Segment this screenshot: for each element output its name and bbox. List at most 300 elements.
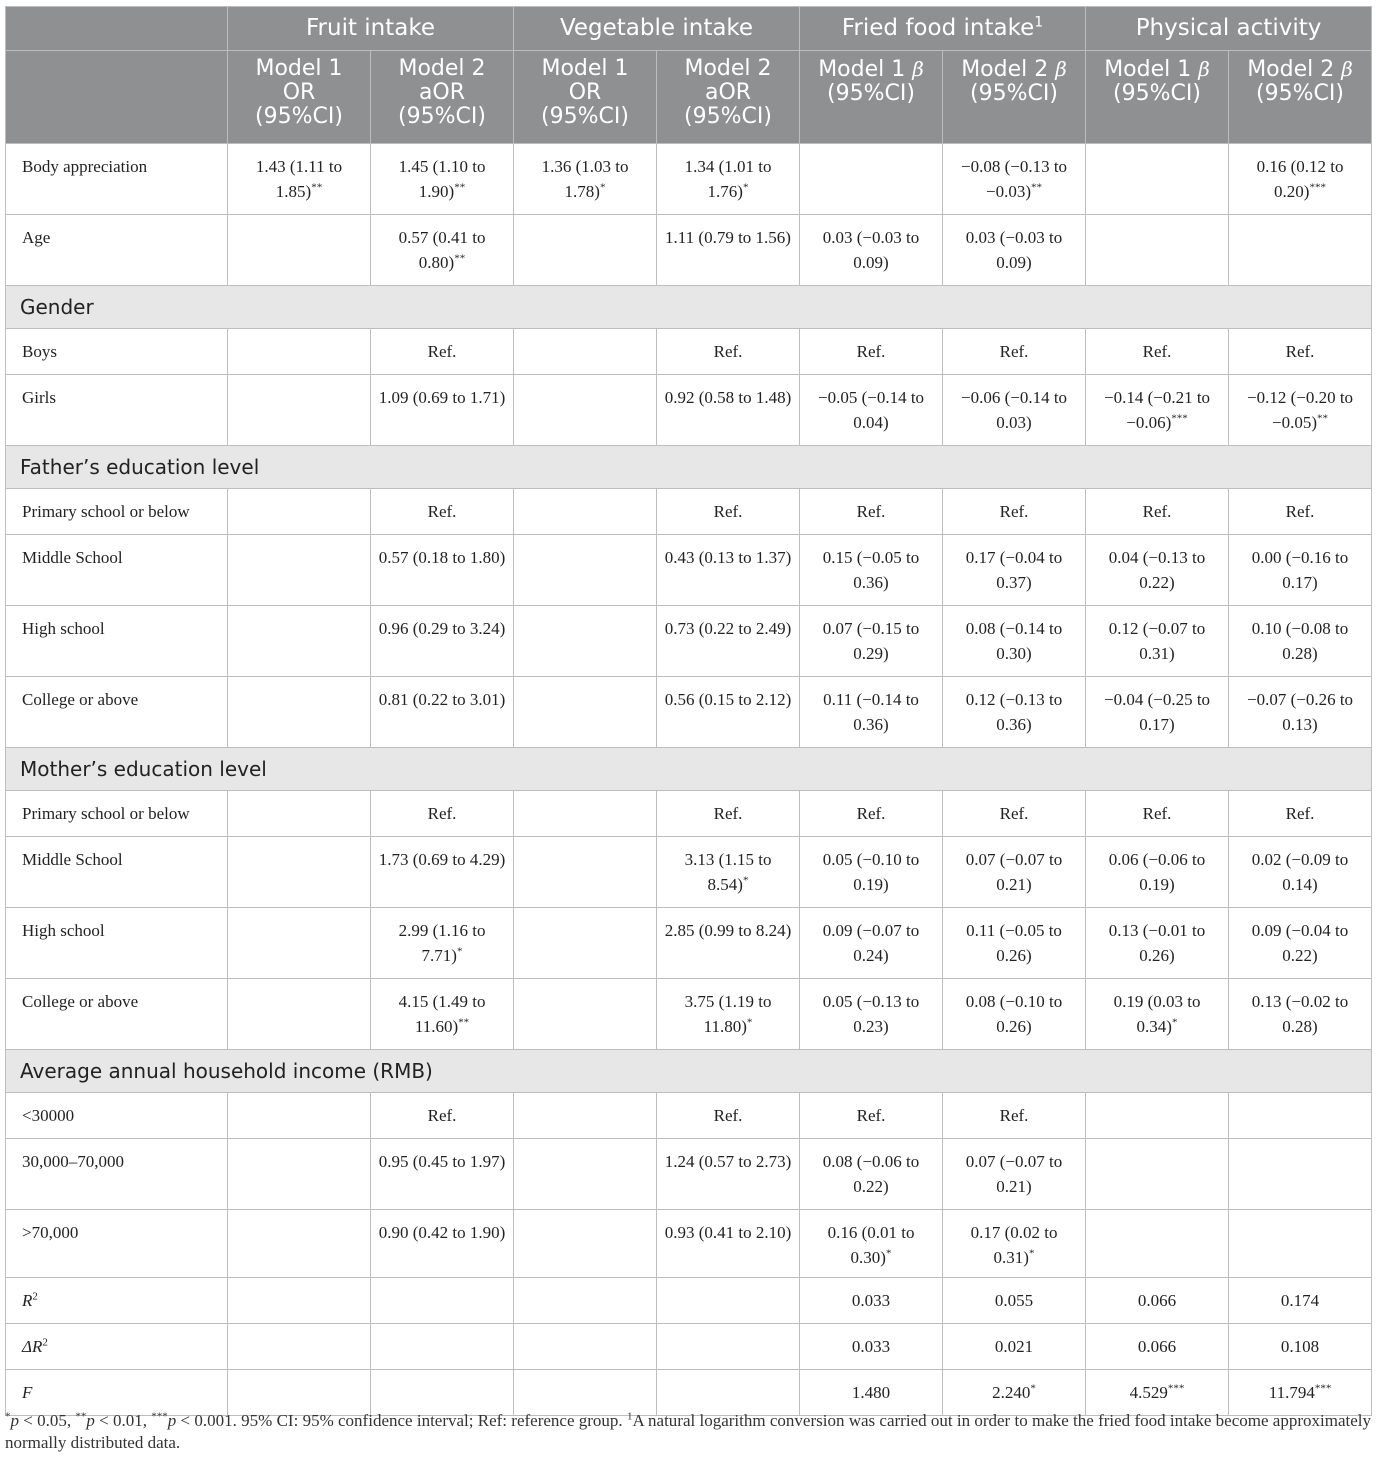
table-row bbox=[6, 837, 1372, 908]
table-cell bbox=[800, 375, 943, 446]
cell-value: 0.10 (−0.08 to 0.28) bbox=[1251, 619, 1349, 663]
cell-value: Ref. bbox=[427, 804, 457, 823]
cell-value: 0.11 (−0.05 to 0.26) bbox=[966, 921, 1062, 965]
significance-marker: ** bbox=[454, 252, 466, 265]
section-row bbox=[6, 286, 1372, 329]
cell-value: 0.108 bbox=[1280, 1337, 1320, 1356]
table-cell bbox=[514, 1210, 657, 1278]
row-label bbox=[6, 979, 228, 1050]
table-cell bbox=[800, 1210, 943, 1278]
table-cell bbox=[228, 375, 371, 446]
table-cell bbox=[228, 791, 371, 837]
table-cell bbox=[1229, 1139, 1372, 1210]
table-cell bbox=[800, 908, 943, 979]
table-cell bbox=[1229, 535, 1372, 606]
header-fried-superscript: 1 bbox=[1034, 14, 1044, 31]
table-cell bbox=[514, 837, 657, 908]
header-model-line1: Model 2 bbox=[398, 56, 486, 81]
significance-marker: *** bbox=[1309, 181, 1326, 194]
table-cell bbox=[228, 329, 371, 375]
header-model-row bbox=[6, 51, 1372, 144]
row-label-text: College or above bbox=[22, 690, 139, 709]
table-cell bbox=[1086, 1278, 1229, 1324]
row-label-text: Age bbox=[22, 228, 51, 247]
cell-value: Ref. bbox=[1142, 502, 1172, 521]
table-cell bbox=[228, 1370, 371, 1416]
table-cell bbox=[1086, 535, 1229, 606]
cell-value: 1.09 (0.69 to 1.71) bbox=[378, 388, 506, 407]
row-label bbox=[6, 908, 228, 979]
header-model-line2: OR bbox=[568, 80, 602, 105]
header-group-physical: Physical activity bbox=[1086, 7, 1372, 51]
table-cell bbox=[371, 791, 514, 837]
cell-value: 0.95 (0.45 to 1.97) bbox=[378, 1152, 506, 1171]
section-label: Gender bbox=[6, 286, 1372, 329]
table-cell bbox=[1229, 215, 1372, 286]
table-body bbox=[6, 144, 1372, 1416]
footnote-text-1: < 0.05, bbox=[19, 1411, 76, 1430]
header-model-line1: Model 2 bbox=[684, 56, 772, 81]
table-cell bbox=[228, 535, 371, 606]
cell-value: Ref. bbox=[1285, 342, 1315, 361]
table-cell bbox=[943, 215, 1086, 286]
table-row bbox=[6, 1278, 1372, 1324]
table-cell bbox=[657, 1370, 800, 1416]
table-cell bbox=[228, 979, 371, 1050]
table-cell bbox=[800, 677, 943, 748]
cell-value: 0.08 (−0.14 to 0.30) bbox=[965, 619, 1063, 663]
cell-value: Ref. bbox=[999, 502, 1029, 521]
header-model-line1: Model 1 bbox=[818, 57, 913, 82]
table-cell bbox=[228, 1139, 371, 1210]
row-label-text: 30,000–70,000 bbox=[22, 1152, 124, 1171]
table-cell bbox=[514, 1324, 657, 1370]
row-label bbox=[6, 489, 228, 535]
row-label-text: ΔR bbox=[22, 1337, 43, 1356]
table-cell bbox=[800, 606, 943, 677]
table-cell bbox=[371, 375, 514, 446]
table-cell bbox=[800, 215, 943, 286]
table-cell bbox=[1229, 837, 1372, 908]
cell-value: Ref. bbox=[713, 804, 743, 823]
row-label bbox=[6, 1210, 228, 1278]
table-cell bbox=[1229, 1093, 1372, 1139]
table-cell bbox=[1229, 1278, 1372, 1324]
cell-value: −0.04 (−0.25 to 0.17) bbox=[1103, 690, 1211, 734]
significance-marker: ** bbox=[458, 1016, 470, 1029]
table-cell bbox=[371, 979, 514, 1050]
row-label bbox=[6, 535, 228, 606]
table-cell bbox=[657, 1093, 800, 1139]
row-label bbox=[6, 1139, 228, 1210]
cell-value: Ref. bbox=[999, 1106, 1029, 1125]
table-cell bbox=[371, 215, 514, 286]
row-label-text: Boys bbox=[22, 342, 57, 361]
table-cell bbox=[228, 144, 371, 215]
table-row bbox=[6, 375, 1372, 446]
table-cell bbox=[371, 329, 514, 375]
cell-value: 0.17 (−0.04 to 0.37) bbox=[965, 548, 1063, 592]
cell-value: Ref. bbox=[999, 342, 1029, 361]
header-model-line1: Model 1 bbox=[255, 56, 343, 81]
header-model-4 bbox=[800, 51, 943, 144]
table-cell bbox=[1229, 979, 1372, 1050]
cell-value: Ref. bbox=[1285, 502, 1315, 521]
table-row bbox=[6, 791, 1372, 837]
table-cell bbox=[800, 1278, 943, 1324]
cell-value: 1.45 (1.10 to 1.90) bbox=[398, 157, 486, 201]
table-cell bbox=[943, 791, 1086, 837]
cell-value: Ref. bbox=[856, 804, 886, 823]
table-cell bbox=[371, 606, 514, 677]
table-cell bbox=[1086, 1210, 1229, 1278]
table-row bbox=[6, 215, 1372, 286]
table-cell bbox=[371, 908, 514, 979]
table-cell bbox=[657, 1210, 800, 1278]
table-cell bbox=[228, 606, 371, 677]
table-cell bbox=[371, 1278, 514, 1324]
table-cell bbox=[228, 1324, 371, 1370]
table-cell bbox=[800, 535, 943, 606]
table-cell bbox=[371, 535, 514, 606]
cell-value: Ref. bbox=[856, 1106, 886, 1125]
cell-value: 0.09 (−0.07 to 0.24) bbox=[822, 921, 920, 965]
footnote-sig-1: * bbox=[5, 1410, 11, 1423]
significance-marker: * bbox=[1028, 1247, 1035, 1260]
header-group-fruit: Fruit intake bbox=[228, 7, 514, 51]
significance-marker: ** bbox=[1031, 181, 1043, 194]
cell-value: 0.16 (0.01 to 0.30) bbox=[827, 1223, 915, 1267]
cell-value: 1.24 (0.57 to 2.73) bbox=[664, 1152, 792, 1171]
table-cell bbox=[514, 535, 657, 606]
significance-marker: ** bbox=[454, 181, 466, 194]
table-cell bbox=[1229, 908, 1372, 979]
row-label-text: Body appreciation bbox=[22, 157, 148, 176]
cell-value: 3.75 (1.19 to 11.80) bbox=[684, 992, 772, 1036]
header-model-line3: (95%CI) bbox=[541, 104, 629, 129]
section-label: Mother’s education level bbox=[6, 748, 1372, 791]
header-model-beta: β bbox=[1341, 57, 1353, 81]
header-model-line3: (95%CI) bbox=[398, 104, 486, 129]
cell-value: 0.02 (−0.09 to 0.14) bbox=[1251, 850, 1349, 894]
table-row bbox=[6, 1370, 1372, 1416]
table-cell bbox=[657, 144, 800, 215]
table-cell bbox=[514, 677, 657, 748]
cell-value: Ref. bbox=[1285, 804, 1315, 823]
table-cell bbox=[1229, 329, 1372, 375]
header-model-beta: β bbox=[1198, 57, 1210, 81]
table-cell bbox=[1086, 1324, 1229, 1370]
row-label bbox=[6, 677, 228, 748]
row-label bbox=[6, 215, 228, 286]
table-cell bbox=[1086, 1093, 1229, 1139]
table-cell bbox=[943, 375, 1086, 446]
table-row bbox=[6, 489, 1372, 535]
footnote-p-2: p bbox=[86, 1411, 95, 1430]
cell-value: 0.92 (0.58 to 1.48) bbox=[664, 388, 792, 407]
significance-marker: ** bbox=[1317, 412, 1329, 425]
table-cell bbox=[943, 1210, 1086, 1278]
table-cell bbox=[1086, 837, 1229, 908]
header-model-line1: Model 1 bbox=[541, 56, 629, 81]
cell-value: 1.43 (1.11 to 1.85) bbox=[255, 157, 343, 201]
cell-value: Ref. bbox=[999, 804, 1029, 823]
significance-marker: * bbox=[456, 945, 463, 958]
table-cell bbox=[943, 1093, 1086, 1139]
significance-marker: * bbox=[1030, 1382, 1036, 1395]
cell-value: −0.07 (−0.26 to 0.13) bbox=[1246, 690, 1354, 734]
cell-value: 0.13 (−0.01 to 0.26) bbox=[1108, 921, 1206, 965]
header-model-line3: (95%CI) bbox=[970, 81, 1058, 106]
cell-value: 2.240 bbox=[992, 1383, 1031, 1402]
table-cell bbox=[943, 979, 1086, 1050]
cell-value: 1.34 (1.01 to 1.76) bbox=[684, 157, 772, 201]
row-label-text: Girls bbox=[22, 388, 56, 407]
cell-value: Ref. bbox=[856, 342, 886, 361]
row-label bbox=[6, 375, 228, 446]
table-cell bbox=[1086, 215, 1229, 286]
cell-value: Ref. bbox=[713, 1106, 743, 1125]
footnote-sig-3: *** bbox=[151, 1410, 168, 1423]
cell-value: Ref. bbox=[427, 502, 457, 521]
header-model-line2: aOR bbox=[704, 80, 752, 105]
footnote-text-2: < 0.01, bbox=[94, 1411, 152, 1430]
table-cell bbox=[657, 375, 800, 446]
significance-marker: ** bbox=[311, 181, 323, 194]
table-cell bbox=[657, 908, 800, 979]
table-cell bbox=[1229, 489, 1372, 535]
table-cell bbox=[228, 489, 371, 535]
table-cell bbox=[1229, 1370, 1372, 1416]
table-cell bbox=[228, 1093, 371, 1139]
table-cell bbox=[943, 677, 1086, 748]
row-label bbox=[6, 1324, 228, 1370]
cell-value: Ref. bbox=[1142, 804, 1172, 823]
table-cell bbox=[943, 837, 1086, 908]
cell-value: −0.14 (−0.21 to −0.06) bbox=[1103, 388, 1211, 432]
row-label bbox=[6, 1093, 228, 1139]
cell-value: 0.033 bbox=[851, 1337, 891, 1356]
cell-value: 0.05 (−0.13 to 0.23) bbox=[822, 992, 920, 1036]
row-label bbox=[6, 144, 228, 215]
row-label bbox=[6, 791, 228, 837]
table-cell bbox=[1086, 375, 1229, 446]
table-row bbox=[6, 1093, 1372, 1139]
significance-marker: *** bbox=[1167, 1382, 1185, 1395]
header-model-beta: β bbox=[1055, 57, 1067, 81]
cell-value: 0.08 (−0.10 to 0.26) bbox=[965, 992, 1063, 1036]
cell-value: −0.06 (−0.14 to 0.03) bbox=[960, 388, 1068, 432]
table-cell bbox=[657, 1324, 800, 1370]
section-row bbox=[6, 1050, 1372, 1093]
table-cell bbox=[514, 1278, 657, 1324]
cell-value: 0.00 (−0.16 to 0.17) bbox=[1251, 548, 1349, 592]
results-table-container bbox=[5, 6, 1370, 1416]
row-label-text: R bbox=[22, 1291, 33, 1310]
table-cell bbox=[657, 837, 800, 908]
table-cell bbox=[800, 1139, 943, 1210]
table-cell bbox=[1229, 375, 1372, 446]
table-cell bbox=[800, 979, 943, 1050]
cell-value: 1.11 (0.79 to 1.56) bbox=[665, 228, 791, 247]
table-cell bbox=[657, 677, 800, 748]
table-cell bbox=[514, 1139, 657, 1210]
table-cell bbox=[657, 606, 800, 677]
cell-value: 0.12 (−0.13 to 0.36) bbox=[965, 690, 1063, 734]
table-cell bbox=[1229, 606, 1372, 677]
cell-value: 1.480 bbox=[851, 1383, 891, 1402]
table-cell bbox=[514, 1370, 657, 1416]
table-cell bbox=[800, 1324, 943, 1370]
header-model-line3: (95%CI) bbox=[827, 81, 915, 106]
header-model-7 bbox=[1229, 51, 1372, 144]
significance-marker: * bbox=[1171, 1016, 1178, 1029]
table-cell bbox=[514, 375, 657, 446]
row-label-text: Primary school or below bbox=[22, 804, 190, 823]
footnote-p-1: p bbox=[10, 1411, 19, 1430]
table-cell bbox=[228, 677, 371, 748]
cell-value: 0.066 bbox=[1137, 1337, 1177, 1356]
table-cell bbox=[371, 837, 514, 908]
cell-value: 0.93 (0.41 to 2.10) bbox=[664, 1223, 792, 1242]
table-cell bbox=[371, 677, 514, 748]
footnote-sig-2: ** bbox=[75, 1410, 87, 1423]
cell-value: Ref. bbox=[427, 1106, 457, 1125]
cell-value: 0.11 (−0.14 to 0.36) bbox=[823, 690, 919, 734]
significance-marker: *** bbox=[1314, 1382, 1332, 1395]
cell-value: 2.85 (0.99 to 8.24) bbox=[664, 921, 792, 940]
table-cell bbox=[228, 837, 371, 908]
cell-value: 0.021 bbox=[994, 1337, 1034, 1356]
cell-value: −0.12 (−0.20 to −0.05) bbox=[1246, 388, 1354, 432]
table-row bbox=[6, 535, 1372, 606]
cell-value: Ref. bbox=[713, 342, 743, 361]
table-cell bbox=[800, 837, 943, 908]
row-label-text: <30000 bbox=[22, 1106, 75, 1125]
header-model-line1: Model 1 bbox=[1104, 57, 1199, 82]
table-cell bbox=[657, 979, 800, 1050]
significance-marker: * bbox=[742, 181, 749, 194]
footnote-text-4: A natural logarithm conversion was carried out in order to make the fried food intake become approximately normally distributed data. bbox=[5, 1411, 1371, 1452]
table-cell bbox=[514, 1093, 657, 1139]
cell-value: Ref. bbox=[1142, 342, 1172, 361]
table-cell bbox=[371, 1324, 514, 1370]
cell-value: 0.57 (0.41 to 0.80) bbox=[398, 228, 486, 272]
section-label: Father’s education level bbox=[6, 446, 1372, 489]
cell-value: 0.56 (0.15 to 2.12) bbox=[664, 690, 792, 709]
table-cell bbox=[514, 489, 657, 535]
cell-value: 0.43 (0.13 to 1.37) bbox=[664, 548, 792, 567]
header-model-line2: aOR bbox=[418, 80, 466, 105]
table-cell bbox=[800, 1093, 943, 1139]
header-group-row bbox=[6, 7, 1372, 51]
table-row bbox=[6, 329, 1372, 375]
cell-value: 0.73 (0.22 to 2.49) bbox=[664, 619, 792, 638]
table-cell bbox=[1229, 791, 1372, 837]
cell-value: 0.16 (0.12 to 0.20) bbox=[1256, 157, 1344, 201]
row-label-text: High school bbox=[22, 921, 105, 940]
header-model-0 bbox=[228, 51, 371, 144]
table-cell bbox=[1086, 677, 1229, 748]
table-cell bbox=[371, 489, 514, 535]
section-row bbox=[6, 748, 1372, 791]
table-cell bbox=[943, 144, 1086, 215]
footnote-sig-4: 1 bbox=[626, 1410, 633, 1423]
results-table bbox=[5, 6, 1372, 1416]
cell-value: −0.05 (−0.14 to 0.04) bbox=[817, 388, 925, 432]
cell-value: 1.36 (1.03 to 1.78) bbox=[541, 157, 629, 201]
row-label-sup: 2 bbox=[32, 1290, 38, 1303]
row-label-text: Primary school or below bbox=[22, 502, 190, 521]
table-cell bbox=[943, 908, 1086, 979]
cell-value: 11.794 bbox=[1268, 1383, 1315, 1402]
cell-value: −0.08 (−0.13 to −0.03) bbox=[960, 157, 1068, 201]
header-group-fried-label: Fried food intake bbox=[841, 15, 1035, 41]
table-cell bbox=[657, 1278, 800, 1324]
header-model-line3: (95%CI) bbox=[1256, 81, 1344, 106]
significance-marker: * bbox=[746, 1016, 753, 1029]
footnote-text-3: < 0.001. 95% CI: 95% confidence interval; Ref: reference group. bbox=[176, 1411, 627, 1430]
cell-value: 0.03 (−0.03 to 0.09) bbox=[965, 228, 1063, 272]
table-cell bbox=[514, 791, 657, 837]
table-cell bbox=[371, 1093, 514, 1139]
table-row bbox=[6, 908, 1372, 979]
row-label-sup: 2 bbox=[42, 1336, 48, 1349]
table-cell bbox=[943, 1278, 1086, 1324]
table-cell bbox=[228, 908, 371, 979]
table-cell bbox=[800, 791, 943, 837]
cell-value: 1.73 (0.69 to 4.29) bbox=[378, 850, 506, 869]
table-header bbox=[6, 7, 1372, 144]
table-cell bbox=[943, 535, 1086, 606]
header-corner-sub bbox=[6, 51, 228, 144]
cell-value: 0.09 (−0.04 to 0.22) bbox=[1251, 921, 1349, 965]
table-cell bbox=[514, 215, 657, 286]
cell-value: 0.174 bbox=[1280, 1291, 1320, 1310]
table-cell bbox=[514, 144, 657, 215]
table-cell bbox=[943, 606, 1086, 677]
table-cell bbox=[1229, 1324, 1372, 1370]
table-cell bbox=[800, 144, 943, 215]
table-cell bbox=[1086, 979, 1229, 1050]
cell-value: 0.90 (0.42 to 1.90) bbox=[378, 1223, 506, 1242]
cell-value: 0.13 (−0.02 to 0.28) bbox=[1251, 992, 1349, 1036]
cell-value: 0.066 bbox=[1137, 1291, 1177, 1310]
table-cell bbox=[1229, 1210, 1372, 1278]
header-model-line3: (95%CI) bbox=[684, 104, 772, 129]
row-label bbox=[6, 1278, 228, 1324]
table-cell bbox=[1086, 144, 1229, 215]
table-cell bbox=[943, 489, 1086, 535]
header-model-5 bbox=[943, 51, 1086, 144]
cell-value: 0.07 (−0.15 to 0.29) bbox=[822, 619, 920, 663]
table-cell bbox=[1086, 606, 1229, 677]
cell-value: 0.055 bbox=[994, 1291, 1034, 1310]
cell-value: Ref. bbox=[856, 502, 886, 521]
header-model-3 bbox=[657, 51, 800, 144]
cell-value: 4.15 (1.49 to 11.60) bbox=[398, 992, 486, 1036]
header-corner bbox=[6, 7, 228, 51]
table-cell bbox=[1086, 908, 1229, 979]
cell-value: 2.99 (1.16 to 7.71) bbox=[398, 921, 486, 965]
table-cell bbox=[657, 535, 800, 606]
table-cell bbox=[514, 908, 657, 979]
table-cell bbox=[657, 215, 800, 286]
table-cell bbox=[514, 979, 657, 1050]
significance-marker: *** bbox=[1171, 412, 1188, 425]
cell-value: 0.17 (0.02 to 0.31) bbox=[970, 1223, 1058, 1267]
cell-value: 0.57 (0.18 to 1.80) bbox=[378, 548, 506, 567]
